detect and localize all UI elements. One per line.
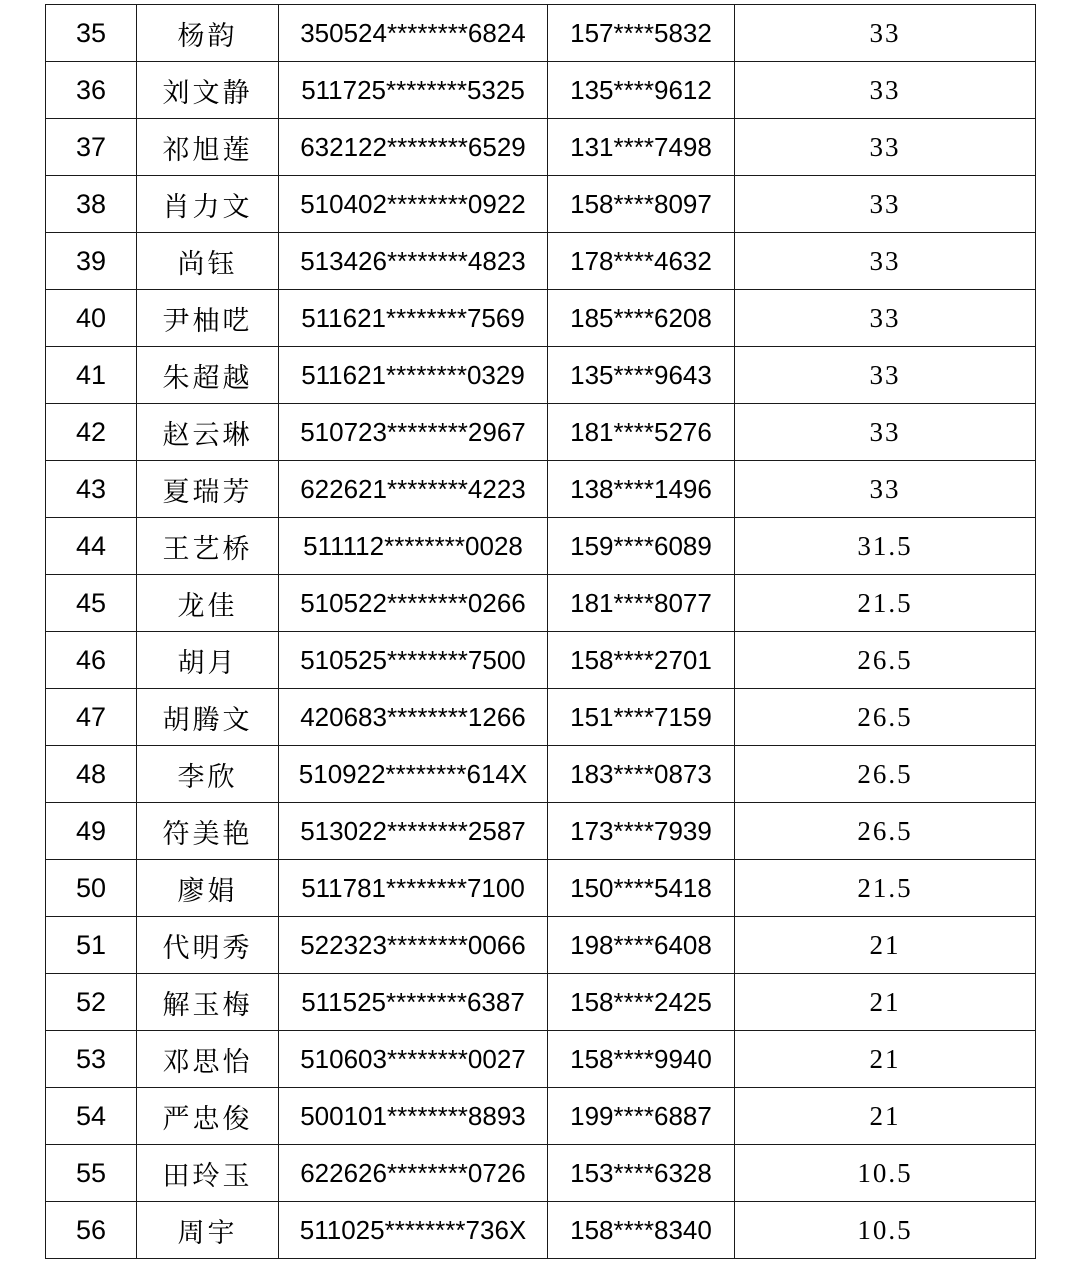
score-cell: 33 xyxy=(735,290,1036,347)
row-number-cell: 37 xyxy=(46,119,137,176)
row-number-cell: 53 xyxy=(46,1031,137,1088)
id-number-cell: 511781********7100 xyxy=(279,860,548,917)
phone-cell: 135****9643 xyxy=(548,347,735,404)
id-number-cell: 510922********614X xyxy=(279,746,548,803)
phone-cell: 151****7159 xyxy=(548,689,735,746)
id-number-cell: 511525********6387 xyxy=(279,974,548,1031)
id-number-cell: 511025********736X xyxy=(279,1202,548,1259)
table-row xyxy=(46,518,1036,575)
score-cell: 21 xyxy=(735,1031,1036,1088)
score-cell: 21.5 xyxy=(735,575,1036,632)
score-cell: 21 xyxy=(735,917,1036,974)
table-row xyxy=(46,1088,1036,1145)
table-row xyxy=(46,176,1036,233)
name-cell: 龙佳 xyxy=(137,575,279,632)
phone-cell: 181****5276 xyxy=(548,404,735,461)
row-number-cell: 46 xyxy=(46,632,137,689)
id-number-cell: 510522********0266 xyxy=(279,575,548,632)
roster-table xyxy=(45,4,1036,1259)
phone-cell: 178****4632 xyxy=(548,233,735,290)
table-row xyxy=(46,404,1036,461)
name-cell: 胡腾文 xyxy=(137,689,279,746)
row-number-cell: 50 xyxy=(46,860,137,917)
id-number-cell: 522323********0066 xyxy=(279,917,548,974)
score-cell: 21.5 xyxy=(735,860,1036,917)
phone-cell: 158****8097 xyxy=(548,176,735,233)
row-number-cell: 41 xyxy=(46,347,137,404)
phone-cell: 131****7498 xyxy=(548,119,735,176)
id-number-cell: 420683********1266 xyxy=(279,689,548,746)
name-cell: 严忠俊 xyxy=(137,1088,279,1145)
table-row xyxy=(46,5,1036,62)
name-cell: 肖力文 xyxy=(137,176,279,233)
row-number-cell: 51 xyxy=(46,917,137,974)
phone-cell: 135****9612 xyxy=(548,62,735,119)
row-number-cell: 48 xyxy=(46,746,137,803)
score-cell: 31.5 xyxy=(735,518,1036,575)
phone-cell: 158****8340 xyxy=(548,1202,735,1259)
score-cell: 26.5 xyxy=(735,803,1036,860)
phone-cell: 158****2701 xyxy=(548,632,735,689)
phone-cell: 159****6089 xyxy=(548,518,735,575)
table-row xyxy=(46,1202,1036,1259)
row-number-cell: 47 xyxy=(46,689,137,746)
phone-cell: 157****5832 xyxy=(548,5,735,62)
row-number-cell: 55 xyxy=(46,1145,137,1202)
score-cell: 10.5 xyxy=(735,1145,1036,1202)
name-cell: 符美艳 xyxy=(137,803,279,860)
score-cell: 10.5 xyxy=(735,1202,1036,1259)
table-row xyxy=(46,347,1036,404)
phone-cell: 138****1496 xyxy=(548,461,735,518)
table-row xyxy=(46,917,1036,974)
name-cell: 胡月 xyxy=(137,632,279,689)
id-number-cell: 513022********2587 xyxy=(279,803,548,860)
roster-table-body xyxy=(46,5,1036,1259)
phone-cell: 185****6208 xyxy=(548,290,735,347)
id-number-cell: 510402********0922 xyxy=(279,176,548,233)
id-number-cell: 513426********4823 xyxy=(279,233,548,290)
phone-cell: 173****7939 xyxy=(548,803,735,860)
table-row xyxy=(46,461,1036,518)
score-cell: 33 xyxy=(735,347,1036,404)
score-cell: 26.5 xyxy=(735,746,1036,803)
name-cell: 解玉梅 xyxy=(137,974,279,1031)
phone-cell: 158****2425 xyxy=(548,974,735,1031)
id-number-cell: 622626********0726 xyxy=(279,1145,548,1202)
table-row xyxy=(46,575,1036,632)
id-number-cell: 511112********0028 xyxy=(279,518,548,575)
name-cell: 田玲玉 xyxy=(137,1145,279,1202)
phone-cell: 153****6328 xyxy=(548,1145,735,1202)
row-number-cell: 49 xyxy=(46,803,137,860)
name-cell: 李欣 xyxy=(137,746,279,803)
row-number-cell: 44 xyxy=(46,518,137,575)
name-cell: 周宇 xyxy=(137,1202,279,1259)
table-row xyxy=(46,290,1036,347)
row-number-cell: 35 xyxy=(46,5,137,62)
name-cell: 祁旭莲 xyxy=(137,119,279,176)
row-number-cell: 36 xyxy=(46,62,137,119)
row-number-cell: 56 xyxy=(46,1202,137,1259)
name-cell: 尹柚呓 xyxy=(137,290,279,347)
phone-cell: 183****0873 xyxy=(548,746,735,803)
name-cell: 赵云琳 xyxy=(137,404,279,461)
table-row xyxy=(46,860,1036,917)
name-cell: 尚钰 xyxy=(137,233,279,290)
id-number-cell: 632122********6529 xyxy=(279,119,548,176)
name-cell: 廖娟 xyxy=(137,860,279,917)
id-number-cell: 511725********5325 xyxy=(279,62,548,119)
table-row xyxy=(46,1031,1036,1088)
name-cell: 代明秀 xyxy=(137,917,279,974)
table-row xyxy=(46,746,1036,803)
row-number-cell: 54 xyxy=(46,1088,137,1145)
phone-cell: 198****6408 xyxy=(548,917,735,974)
score-cell: 33 xyxy=(735,5,1036,62)
table-row xyxy=(46,233,1036,290)
id-number-cell: 511621********7569 xyxy=(279,290,548,347)
table-row xyxy=(46,62,1036,119)
score-cell: 33 xyxy=(735,233,1036,290)
phone-cell: 150****5418 xyxy=(548,860,735,917)
score-cell: 26.5 xyxy=(735,632,1036,689)
score-cell: 21 xyxy=(735,974,1036,1031)
row-number-cell: 40 xyxy=(46,290,137,347)
phone-cell: 181****8077 xyxy=(548,575,735,632)
id-number-cell: 510525********7500 xyxy=(279,632,548,689)
row-number-cell: 52 xyxy=(46,974,137,1031)
score-cell: 33 xyxy=(735,119,1036,176)
row-number-cell: 43 xyxy=(46,461,137,518)
name-cell: 朱超越 xyxy=(137,347,279,404)
table-row xyxy=(46,119,1036,176)
row-number-cell: 45 xyxy=(46,575,137,632)
id-number-cell: 510723********2967 xyxy=(279,404,548,461)
score-cell: 33 xyxy=(735,62,1036,119)
score-cell: 33 xyxy=(735,461,1036,518)
row-number-cell: 39 xyxy=(46,233,137,290)
row-number-cell: 42 xyxy=(46,404,137,461)
id-number-cell: 622621********4223 xyxy=(279,461,548,518)
table-row xyxy=(46,974,1036,1031)
name-cell: 邓思怡 xyxy=(137,1031,279,1088)
table-row xyxy=(46,689,1036,746)
row-number-cell: 38 xyxy=(46,176,137,233)
table-row xyxy=(46,632,1036,689)
id-number-cell: 350524********6824 xyxy=(279,5,548,62)
table-row xyxy=(46,803,1036,860)
score-cell: 21 xyxy=(735,1088,1036,1145)
id-number-cell: 510603********0027 xyxy=(279,1031,548,1088)
score-cell: 26.5 xyxy=(735,689,1036,746)
score-cell: 33 xyxy=(735,404,1036,461)
name-cell: 夏瑞芳 xyxy=(137,461,279,518)
table-row xyxy=(46,1145,1036,1202)
name-cell: 王艺桥 xyxy=(137,518,279,575)
name-cell: 杨韵 xyxy=(137,5,279,62)
phone-cell: 158****9940 xyxy=(548,1031,735,1088)
id-number-cell: 500101********8893 xyxy=(279,1088,548,1145)
name-cell: 刘文静 xyxy=(137,62,279,119)
phone-cell: 199****6887 xyxy=(548,1088,735,1145)
score-cell: 33 xyxy=(735,176,1036,233)
id-number-cell: 511621********0329 xyxy=(279,347,548,404)
